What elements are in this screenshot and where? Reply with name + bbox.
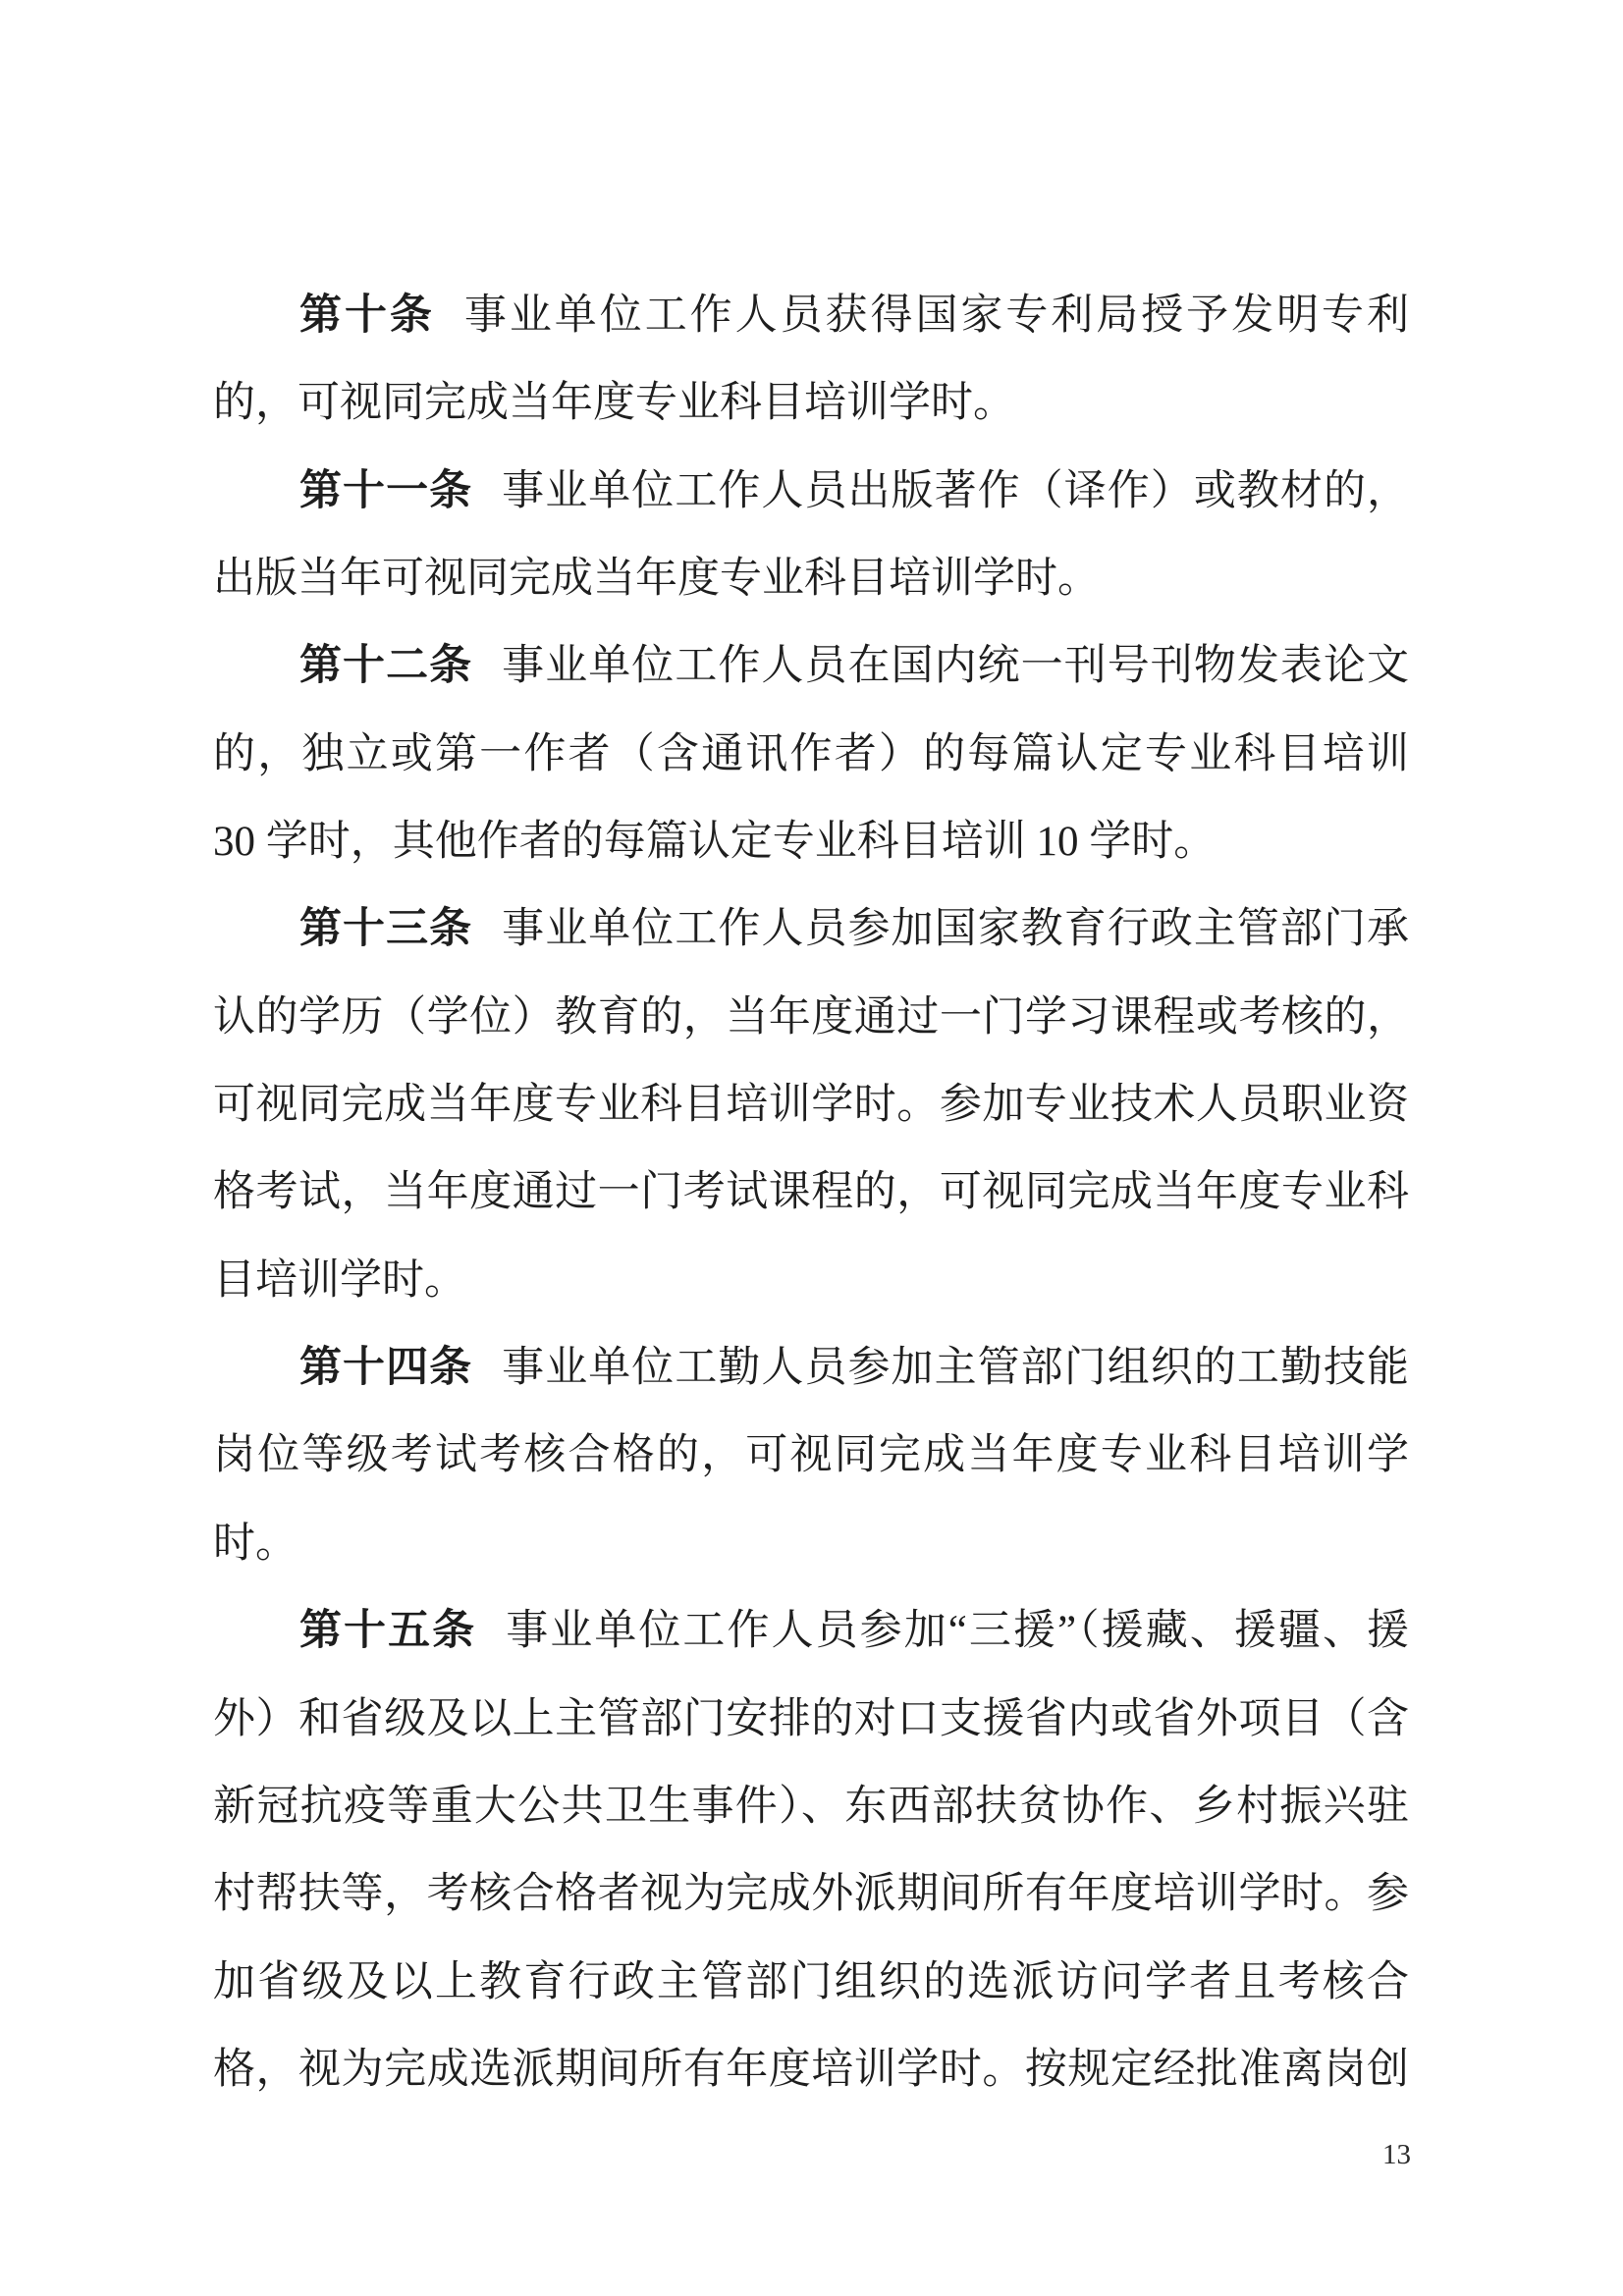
article-heading: 第十条: [299, 293, 435, 339]
article-text: 的，可视同完成当年度专业科目培训学时。: [213, 380, 1015, 427]
paragraph-line: [213, 711, 1412, 798]
article-text: 事业单位工作人员参加“三援”（援藏、援疆、援: [506, 1608, 1412, 1655]
article-text: 村帮扶等，考核合格者视为完成外派期间所有年度培训学时。参: [213, 1871, 1410, 1918]
article-text: 认的学历（学位）教育的，当年度通过一门学习课程或考核的，: [213, 993, 1410, 1041]
article-first-line: [213, 622, 1409, 710]
paragraph-line: [213, 535, 1409, 622]
article-first-line: [213, 1324, 1409, 1412]
article-heading: 第十二条: [299, 643, 473, 690]
article-13: [213, 885, 1409, 1324]
article-heading: 第十四条: [299, 1345, 473, 1392]
paragraph-line: [213, 1061, 1409, 1148]
article-heading: 第十五条: [299, 1608, 477, 1655]
paragraph-line: [213, 1850, 1409, 1938]
article-text: 出版当年可视同完成当年度专业科目培训学时。: [213, 556, 1100, 603]
article-14: [213, 1324, 1412, 1587]
paragraph-line: [213, 1763, 1409, 1850]
paragraph-line: [213, 1676, 1409, 1763]
article-first-line: [213, 448, 1409, 535]
article-heading: 第十三条: [299, 906, 473, 953]
article-text: 目培训学时。: [213, 1256, 466, 1304]
article-text: 事业单位工作人员参加国家教育行政主管部门承: [502, 906, 1411, 953]
article-first-line: [213, 272, 1412, 359]
article-text: 的，独立或第一作者（含通讯作者）的每篇认定专业科目培训: [213, 730, 1412, 777]
paragraph-line: [213, 1500, 1409, 1587]
article-first-line: [213, 885, 1409, 973]
article-text: 时。: [213, 1520, 298, 1567]
article-11: [213, 448, 1409, 623]
page-number: 13: [1382, 2139, 1411, 2170]
article-heading: 第十一条: [299, 467, 473, 514]
paragraph-line: [213, 2026, 1409, 2113]
article-first-line: [213, 1587, 1412, 1675]
paragraph-line: [213, 1148, 1409, 1236]
paragraph-line: [213, 798, 1409, 885]
paragraph-line: [213, 974, 1409, 1061]
paragraph-line: [213, 359, 1409, 447]
article-text: 可视同完成当年度专业科目培训学时。参加专业技术人员职业资: [213, 1082, 1410, 1129]
paragraph-line: [213, 1939, 1412, 2026]
article-15: [213, 1587, 1412, 2113]
article-text: 事业单位工作人员获得国家专利局授予发明专利: [463, 293, 1412, 339]
paragraph-line: [213, 1412, 1412, 1499]
article-text: 格考试，当年度通过一门考试课程的，可视同完成当年度专业科: [213, 1169, 1410, 1216]
article-text: 格，视为完成选派期间所有年度培训学时。按规定经批准离岗创: [213, 2046, 1410, 2093]
article-text: 加省级及以上教育行政主管部门组织的选派访问学者且考核合: [213, 1958, 1412, 2005]
article-text: 岗位等级考试考核合格的，可视同完成当年度专业科目培训学: [213, 1432, 1412, 1479]
article-12: [213, 622, 1412, 885]
article-text: 事业单位工作人员在国内统一刊号刊物发表论文: [502, 643, 1411, 690]
article-text: 事业单位工作人员出版著作（译作）或教材的，: [502, 467, 1411, 514]
article-text: 30 学时，其他作者的每篇认定专业科目培训 10 学时。: [213, 819, 1217, 866]
article-text: 事业单位工勤人员参加主管部门组织的工勤技能: [502, 1345, 1411, 1392]
paragraph-line: [213, 1237, 1409, 1324]
article-text: 新冠抗疫等重大公共卫生事件）、东西部扶贫协作、乡村振兴驻: [213, 1783, 1411, 1830]
article-10: [213, 272, 1412, 448]
article-text: 外）和省级及以上主管部门安排的对口支援省内或省外项目（含: [213, 1695, 1410, 1742]
body-text: [213, 272, 1412, 2113]
